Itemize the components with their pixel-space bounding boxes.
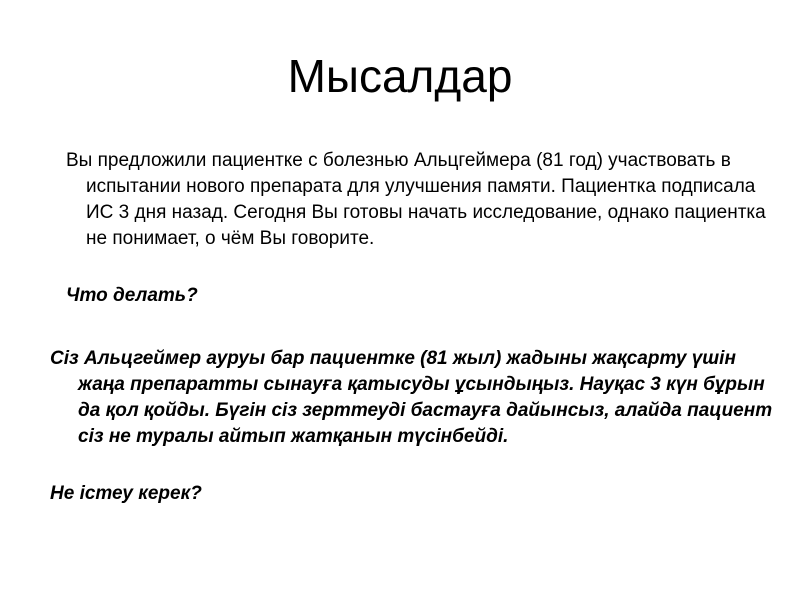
case-text-kazakh: Сіз Альцгеймер ауруы бар пациентке (81 жыл) жадыны жақсарту үшін жаңа препаратты сынауға қатысуды ұсындыңыз. Науқас 3 күн бұрын да қол қойды. Бүгін сіз зерттеуді бастауға дайынсыз, алайда пациент сіз не туралы айтып жатқанын түсінбейді. bbox=[50, 348, 773, 447]
slide-title: Мысалдар bbox=[287, 50, 513, 102]
case-text-russian: Вы предложили пациентке с болезнью Альцгеймера (81 год) участвовать в испытании нового препарата для улучшения памяти. Пациентка подписала ИС 3 дня назад. Сегодня Вы готовы начать исследование, однако пациентка не понимает, о чём Вы говорите. bbox=[66, 150, 766, 249]
question-russian: Что делать? bbox=[66, 285, 198, 306]
question-kazakh: Не істеу керек? bbox=[50, 483, 202, 504]
